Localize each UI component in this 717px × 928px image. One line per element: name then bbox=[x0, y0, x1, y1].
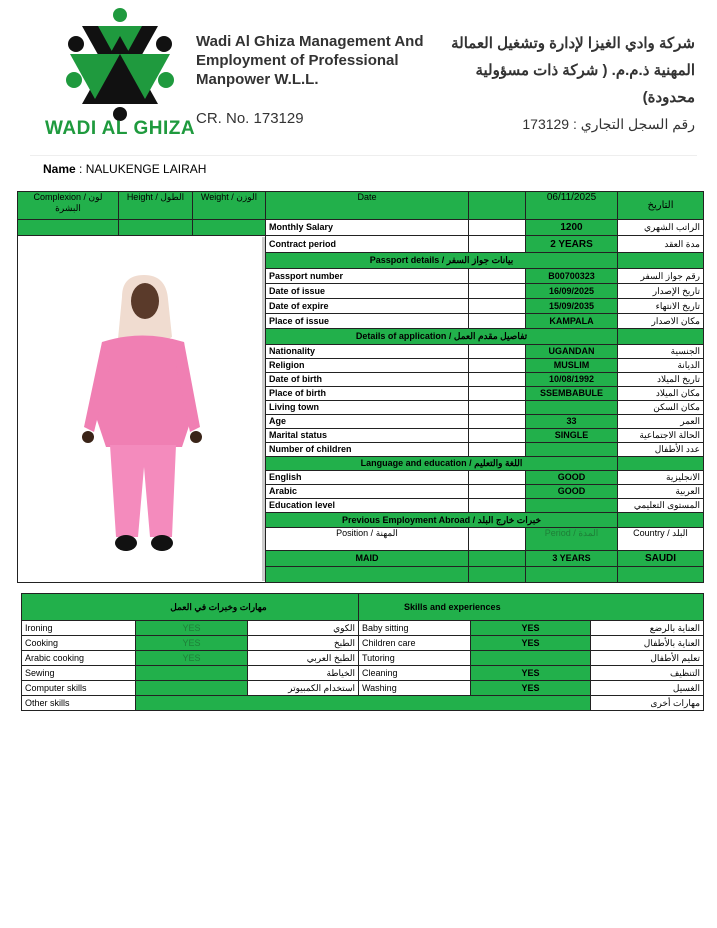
label: Place of issue bbox=[266, 314, 469, 329]
value: 33 bbox=[526, 415, 618, 429]
skill-value: YES bbox=[471, 681, 591, 696]
blank-cell bbox=[469, 359, 526, 373]
blank-cell bbox=[469, 269, 526, 284]
skill-label-ar: استخدام الكمبيوتر bbox=[248, 681, 359, 696]
blank-cell bbox=[469, 567, 526, 583]
blank-cell bbox=[618, 567, 704, 583]
skills-table bbox=[21, 593, 704, 711]
value: SINGLE bbox=[526, 429, 618, 443]
label-ar: مكان الاصدار bbox=[618, 314, 704, 329]
label: Date of issue bbox=[266, 284, 469, 299]
cr-number-ar: رقم السجل التجاري : 173129 bbox=[522, 116, 695, 132]
period-value: 3 YEARS bbox=[526, 551, 618, 567]
skills-title-ar: مهارات وخبرات في العمل bbox=[22, 594, 359, 621]
skill-label-ar: العناية بالرضع bbox=[591, 621, 704, 636]
skill-value: YES bbox=[136, 651, 248, 666]
skill-label: Computer skills bbox=[22, 681, 136, 696]
skill-label-ar: التنظيف bbox=[591, 666, 704, 681]
value bbox=[526, 499, 618, 513]
skill-label-ar: الطبخ العربي bbox=[248, 651, 359, 666]
applicant-name bbox=[43, 162, 206, 176]
blank-cell bbox=[469, 314, 526, 329]
label: English bbox=[266, 471, 469, 485]
logo-text: WADI AL GHIZA bbox=[45, 118, 196, 139]
blank-cell bbox=[618, 457, 704, 471]
value: 2 YEARS bbox=[526, 236, 618, 253]
skills-header bbox=[22, 594, 704, 621]
skill-label: Cooking bbox=[22, 636, 136, 651]
company-name-ar bbox=[435, 30, 695, 111]
blank-cell bbox=[469, 401, 526, 415]
value: SSEMBABULE bbox=[526, 387, 618, 401]
country-header: Country / البلد bbox=[618, 528, 704, 551]
skill-row bbox=[22, 666, 704, 681]
blank-cell bbox=[618, 329, 704, 345]
header-divider bbox=[30, 155, 697, 156]
blank-cell bbox=[526, 567, 618, 583]
company-line: Manpower W.L.L. bbox=[196, 71, 319, 88]
company-line-ar: محدودة) bbox=[642, 89, 695, 106]
complexion-header: Complexion / لون البشرة bbox=[18, 192, 119, 220]
label-ar: تاريخ الانتهاء bbox=[618, 299, 704, 314]
label: Marital status bbox=[266, 429, 469, 443]
skill-label: Children care bbox=[359, 636, 471, 651]
applicant-photo bbox=[22, 237, 265, 581]
label: Number of children bbox=[266, 443, 469, 457]
label: Age bbox=[266, 415, 469, 429]
section-title: Details of application / تفاصيل مقدم العمل bbox=[266, 329, 618, 345]
date-ar: التاريخ bbox=[618, 192, 704, 220]
blank-cell bbox=[469, 471, 526, 485]
blank-cell bbox=[618, 253, 704, 269]
header-row bbox=[18, 192, 704, 220]
other-skills-label-ar: مهارات أخرى bbox=[591, 696, 704, 711]
value: 1200 bbox=[526, 220, 618, 236]
skill-label-ar: تعليم الأطفال bbox=[591, 651, 704, 666]
label-ar: مكان الميلاد bbox=[618, 387, 704, 401]
label: Arabic bbox=[266, 485, 469, 499]
country-value: SAUDI bbox=[618, 551, 704, 567]
blank-cell bbox=[469, 415, 526, 429]
cr-number-en: CR. No. 173129 bbox=[196, 110, 304, 127]
skill-label-ar: الطبخ bbox=[248, 636, 359, 651]
other-skills-row bbox=[22, 696, 704, 711]
label-ar: تاريخ الميلاد bbox=[618, 373, 704, 387]
value: 10/08/1992 bbox=[526, 373, 618, 387]
position-value: MAID bbox=[266, 551, 469, 567]
label: Date of birth bbox=[266, 373, 469, 387]
weight-value bbox=[193, 220, 266, 236]
blank-cell bbox=[469, 443, 526, 457]
skill-value: YES bbox=[471, 636, 591, 651]
height-value bbox=[119, 220, 193, 236]
blank-cell bbox=[469, 192, 526, 220]
skill-label-ar: العناية بالأطفال bbox=[591, 636, 704, 651]
skill-label-ar: الكوي bbox=[248, 621, 359, 636]
company-line-ar: المهنية ذ.م.م. ( شركة ذات مسؤولية bbox=[475, 62, 695, 79]
label-ar: مدة العقد bbox=[618, 236, 704, 253]
label-ar: الراتب الشهري bbox=[618, 220, 704, 236]
name-value: : NALUKENGE LAIRAH bbox=[79, 162, 207, 176]
value: GOOD bbox=[526, 471, 618, 485]
position-header: Position / المهنة bbox=[266, 528, 469, 551]
blank-cell bbox=[469, 485, 526, 499]
value: MUSLIM bbox=[526, 359, 618, 373]
value: B00700323 bbox=[526, 269, 618, 284]
weight-header: Weight / الوزن bbox=[193, 192, 266, 220]
value: UGANDAN bbox=[526, 345, 618, 359]
section-title: Passport details / بيانات جواز السفر bbox=[266, 253, 618, 269]
skills-title-en: Skills and experiences bbox=[359, 594, 704, 621]
skill-label: Tutoring bbox=[359, 651, 471, 666]
skill-label: Baby sitting bbox=[359, 621, 471, 636]
skill-label: Ironing bbox=[22, 621, 136, 636]
label: Nationality bbox=[266, 345, 469, 359]
blank-cell bbox=[469, 429, 526, 443]
section-title: Previous Employment Abroad / خبرات خارج البلد bbox=[266, 513, 618, 528]
skill-label: Arabic cooking bbox=[22, 651, 136, 666]
label: Place of birth bbox=[266, 387, 469, 401]
skill-label-ar: الغسيل bbox=[591, 681, 704, 696]
section-title: Language and education / اللغة والتعليم bbox=[266, 457, 618, 471]
blank-cell bbox=[469, 551, 526, 567]
label: Date of expire bbox=[266, 299, 469, 314]
skill-row bbox=[22, 681, 704, 696]
skill-label: Washing bbox=[359, 681, 471, 696]
salary-row bbox=[18, 220, 704, 236]
label: Contract period bbox=[266, 236, 469, 253]
value: 16/09/2025 bbox=[526, 284, 618, 299]
value: 15/09/2035 bbox=[526, 299, 618, 314]
label-ar: العربية bbox=[618, 485, 704, 499]
period-header: Period / المدة bbox=[526, 528, 618, 551]
height-header: Height / الطول bbox=[119, 192, 193, 220]
label-ar: العمر bbox=[618, 415, 704, 429]
label: Living town bbox=[266, 401, 469, 415]
person-figure bbox=[22, 237, 262, 581]
skill-label: Cleaning bbox=[359, 666, 471, 681]
skill-label: Sewing bbox=[22, 666, 136, 681]
label-ar: تاريخ الإصدار bbox=[618, 284, 704, 299]
value: GOOD bbox=[526, 485, 618, 499]
label: Passport number bbox=[266, 269, 469, 284]
label-ar: عدد الأطفال bbox=[618, 443, 704, 457]
label: Monthly Salary bbox=[266, 220, 469, 236]
value bbox=[526, 443, 618, 457]
skill-label-ar: الخياطة bbox=[248, 666, 359, 681]
label-ar: مكان السكن bbox=[618, 401, 704, 415]
skill-value: YES bbox=[136, 621, 248, 636]
blank-cell bbox=[469, 220, 526, 236]
label-ar: الحالة الاجتماعية bbox=[618, 429, 704, 443]
skill-row bbox=[22, 636, 704, 651]
company-line-ar: شركة وادي الغيزا لإدارة وتشغيل العمالة bbox=[451, 35, 695, 52]
label-ar: رقم جواز السفر bbox=[618, 269, 704, 284]
label-ar: المستوى التعليمي bbox=[618, 499, 704, 513]
blank-cell bbox=[469, 387, 526, 401]
skill-value bbox=[136, 666, 248, 681]
skill-row bbox=[22, 651, 704, 666]
other-skills-value bbox=[136, 696, 591, 711]
skill-value: YES bbox=[471, 666, 591, 681]
skill-row bbox=[22, 621, 704, 636]
label: Religion bbox=[266, 359, 469, 373]
blank-cell bbox=[469, 299, 526, 314]
blank-cell bbox=[469, 284, 526, 299]
blank-cell bbox=[469, 528, 526, 551]
blank-cell bbox=[618, 513, 704, 528]
value: KAMPALA bbox=[526, 314, 618, 329]
skill-value bbox=[136, 681, 248, 696]
date-value: 06/11/2025 bbox=[526, 192, 618, 220]
complexion-value bbox=[18, 220, 119, 236]
company-line: Wadi Al Ghiza Management And bbox=[196, 33, 424, 50]
other-skills-label: Other skills bbox=[22, 696, 136, 711]
name-label: Name bbox=[43, 162, 76, 176]
label-ar: الجنسية bbox=[618, 345, 704, 359]
blank-cell bbox=[266, 567, 469, 583]
blank-cell bbox=[469, 499, 526, 513]
label-ar: الانجليزية bbox=[618, 471, 704, 485]
value bbox=[526, 401, 618, 415]
skill-value: YES bbox=[136, 636, 248, 651]
skill-value: YES bbox=[471, 621, 591, 636]
label: Education level bbox=[266, 499, 469, 513]
date-label: Date bbox=[266, 192, 469, 220]
label-ar: الديانة bbox=[618, 359, 704, 373]
blank-cell bbox=[469, 345, 526, 359]
blank-cell bbox=[469, 373, 526, 387]
skill-value bbox=[471, 651, 591, 666]
blank-cell bbox=[469, 236, 526, 253]
company-line: Employment of Professional bbox=[196, 52, 399, 69]
company-name-en bbox=[196, 32, 436, 89]
